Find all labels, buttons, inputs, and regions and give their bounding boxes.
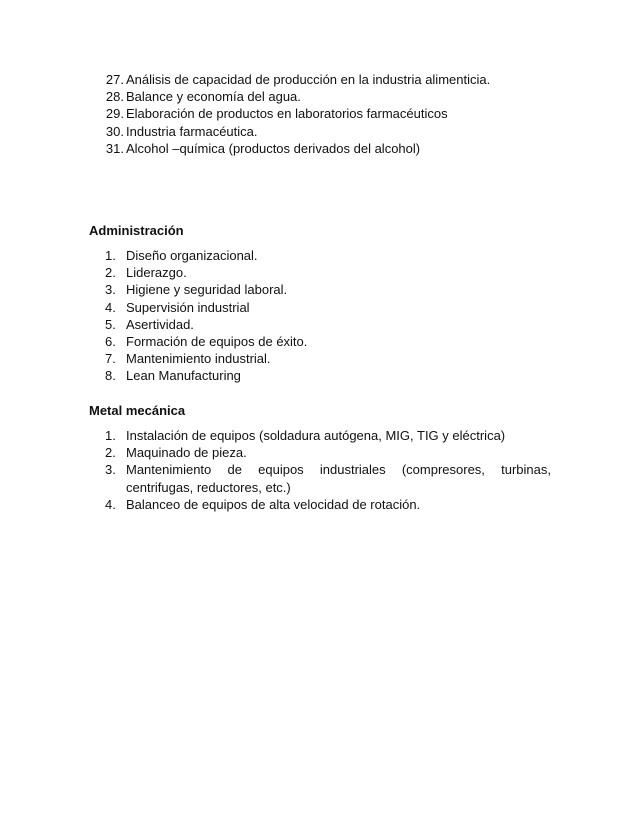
section-heading-administracion: Administración	[89, 223, 184, 238]
list-item	[105, 71, 585, 88]
item-number: 1.	[105, 428, 116, 443]
item-number: 28.	[105, 89, 124, 105]
item-text: Industria farmacéutica.	[126, 123, 258, 139]
list-item	[105, 105, 585, 122]
list-item	[105, 316, 585, 333]
item-text: Balance y economía del agua.	[126, 89, 301, 105]
list-item	[105, 496, 551, 513]
item-number: 29.	[105, 106, 124, 122]
item-number: 31.	[105, 140, 124, 156]
item-text: Diseño organizacional.	[126, 248, 258, 263]
item-number: 3.	[105, 282, 116, 298]
item-number: 30.	[105, 123, 124, 139]
list-item	[105, 333, 585, 350]
item-text: Supervisión industrial	[126, 299, 250, 315]
list-item	[105, 427, 551, 444]
list-item	[105, 264, 585, 281]
list-item	[105, 350, 585, 367]
item-number: 4.	[105, 299, 116, 315]
item-text: Mantenimiento industrial.	[126, 351, 271, 367]
item-number: 3.	[105, 462, 116, 478]
list-item	[105, 281, 585, 298]
metal-mecanica-list	[105, 427, 551, 513]
item-text: Balanceo de equipos de alta velocidad de rotación.	[126, 496, 421, 512]
item-text: Instalación de equipos (soldadura autógena, MIG, TIG y eléctrica)	[126, 428, 506, 443]
item-number: 8.	[105, 368, 116, 384]
list-item	[105, 299, 585, 316]
item-text: Formación de equipos de éxito.	[126, 334, 308, 350]
list-item	[105, 140, 585, 157]
item-text: Liderazgo.	[126, 265, 187, 281]
item-number: 27.	[105, 72, 124, 87]
list-item	[105, 444, 551, 461]
list-item	[105, 247, 585, 264]
item-text: Alcohol –química (productos derivados del alcohol)	[126, 140, 421, 156]
item-text: Higiene y seguridad laboral.	[126, 282, 288, 298]
administracion-list	[105, 247, 585, 385]
item-number: 1.	[105, 248, 116, 263]
item-number: 2.	[105, 265, 116, 281]
item-text: Análisis de capacidad de producción en la industria alimenticia.	[126, 72, 491, 87]
item-text: Mantenimiento de equipos industriales (compresores, turbinas, centrifugas, reductores, etc.)	[126, 462, 551, 495]
item-number: 2.	[105, 445, 116, 461]
item-number: 6.	[105, 334, 116, 350]
top-numbered-list	[105, 71, 585, 157]
item-number: 5.	[105, 316, 116, 332]
item-text: Lean Manufacturing	[126, 368, 241, 384]
section-heading-metal-mecanica: Metal mecánica	[89, 403, 186, 418]
item-text: Asertividad.	[126, 316, 194, 332]
item-number: 4.	[105, 496, 116, 512]
item-text: Maquinado de pieza.	[126, 445, 247, 461]
list-item	[105, 461, 551, 495]
list-item	[105, 88, 585, 105]
item-text: Elaboración de productos en laboratorios farmacéuticos	[126, 106, 448, 122]
item-number: 7.	[105, 351, 116, 367]
list-item	[105, 123, 585, 140]
list-item	[105, 367, 585, 384]
